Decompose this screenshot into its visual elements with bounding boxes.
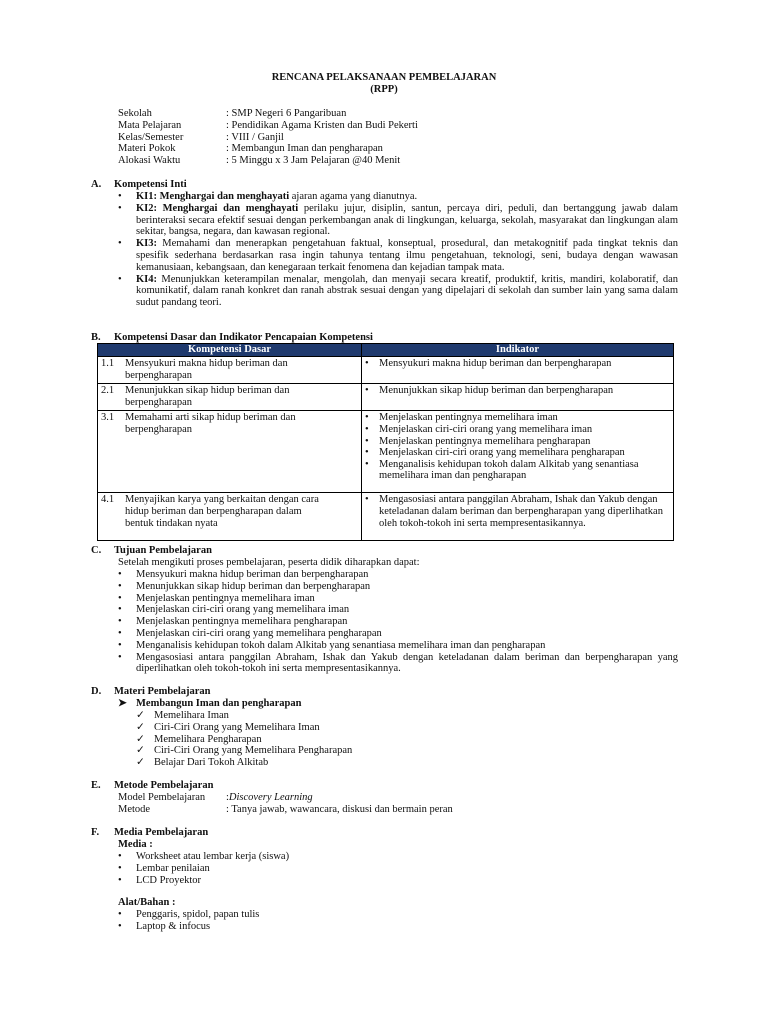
tujuan-intro: Setelah mengikuti proses pembelajaran, peserta didik diharapkan dapat: [118, 557, 420, 568]
info-label: Sekolah [118, 108, 152, 119]
section-title: Metode Pembelajaran [114, 780, 214, 791]
table-row: 1.1 Mensyukuri makna hidup beriman dan berpengharapan • Mensyukuri makna hidup beriman dan berpengharapan [98, 357, 674, 384]
list-item: • Penggaris, spidol, papan tulis [118, 909, 678, 921]
info-label: Kelas/Semester [118, 131, 184, 143]
alat-list [118, 909, 678, 933]
section-title: Tujuan Pembelajaran [114, 545, 212, 556]
arrow-right-icon: ➤ [118, 698, 127, 709]
list-item: • LCD Proyektor [118, 875, 678, 887]
info-value: : Membangun Iman dan pengharapan [226, 143, 383, 155]
list-item: • Menjelaskan ciri-ciri orang yang memelihara pengharapan [118, 628, 678, 640]
info-value: : 5 Minggu x 3 Jam Pelajaran @40 Menit [226, 155, 401, 167]
tujuan-list [118, 569, 678, 675]
section-f-heading [91, 827, 208, 839]
list-item: • Mensyukuri makna hidup beriman dan berpengharapan [118, 569, 678, 581]
list-item: • Menjelaskan pentingnya memelihara pengharapan [118, 616, 678, 628]
list-item: • Menganalisis kehidupan tokoh dalam Alkitab yang senantiasa memelihara iman dan pengharapan [118, 640, 678, 652]
list-item: ✓ Memelihara Pengharapan [136, 734, 656, 746]
section-letter: F. [91, 827, 100, 838]
materi-subheading: ➤ Membangun Iman dan pengharapan [118, 698, 302, 709]
table-row: 4.1 Menyajikan karya yang berkaitan dengan cara hidup beriman dan berpengharapan dalam bentuk tindakan nyata • Mengasosiasi antara panggilan Abraham, Ishak dan Yakub dengan keteladanan dalam beriman dan berpengharapan yang diperlihatkan oleh tokoh-tokoh ini serta mempresentasikannya. [98, 493, 674, 541]
section-letter: E. [91, 780, 101, 791]
section-c-heading [91, 545, 212, 557]
document-title: RENCANA PELAKSANAAN PEMBELAJARAN [271, 72, 497, 83]
info-value: : Pendidikan Agama Kristen dan Budi Pekerti [226, 119, 418, 131]
list-item: • Worksheet atau lembar kerja (siswa) [118, 851, 678, 863]
table-row: 3.1 Memahami arti sikap hidup beriman dan berpengharapan • Menjelaskan pentingnya memelihara iman • Menjelaskan ciri-ciri orang yang memelihara iman • Menjelaskan pentingnya memelihara pengharapan • Menjelaskan ciri-ciri orang yang memelihara pengharapan • Menganalisis kehidupan tokoh dalam Alkitab yang senantiasa memelihara iman dan pengharapan [98, 411, 674, 493]
section-letter: D. [91, 686, 102, 697]
list-item: ✓ Ciri-Ciri Orang yang Memelihara Pengharapan [136, 745, 656, 757]
table-row: 2.1 Menunjukkan sikap hidup beriman dan berpengharapan • Menunjukkan sikap hidup beriman dan berpengharapan [98, 384, 674, 411]
identity-block [118, 108, 418, 167]
info-label: Mata Pelajaran [118, 119, 182, 131]
document-subtitle: (RPP) [370, 84, 398, 95]
list-item: • Menjelaskan pentingnya memelihara iman [118, 593, 678, 605]
alat-heading: Alat/Bahan : [118, 897, 176, 908]
list-item: • KI1: Menghargai dan menghayati ajaran agama yang dianutnya. [118, 191, 678, 203]
info-label: Alokasi Waktu [118, 155, 181, 167]
section-d-heading [91, 686, 211, 698]
info-label: Materi Pokok [118, 143, 176, 155]
list-item: • Lembar penilaian [118, 863, 678, 875]
kompetensi-table [97, 343, 674, 541]
media-list [118, 851, 678, 886]
list-item: • Mengasosiasi antara panggilan Abraham, Ishak dan Yakub dengan keteladanan dalam beriman dan berpengharapan yang diperlihatkan oleh tokoh-tokoh ini serta mempresentasikannya. [118, 652, 678, 676]
section-letter: C. [91, 545, 102, 556]
list-item: ✓ Memelihara Iman [136, 710, 656, 722]
list-item: • KI2: Menghargai dan menghayati perilaku jujur, disiplin, santun, percaya diri, peduli, dan bertanggung jawab dalam berinteraksi secara efektif sesuai dengan perkembangan anak di lingkungan, keluarga, sekolah, masyarakat dan lingkungan alam sekitar, bangsa, negara, dan kawasan regional. [118, 203, 678, 238]
info-value: : VIII / Ganjil [226, 131, 284, 143]
section-title: Kompetensi Dasar dan Indikator Pencapaian Kompetensi [114, 332, 373, 343]
materi-list [136, 710, 656, 769]
table-header: Kompetensi Dasar [98, 344, 362, 357]
list-item: ✓ Belajar Dari Tokoh Alkitab [136, 757, 656, 769]
section-title: Kompetensi Inti [114, 179, 187, 190]
table-header: Indikator [362, 344, 674, 357]
section-title: Materi Pembelajaran [114, 686, 211, 697]
section-letter: A. [91, 179, 102, 190]
kompetensi-inti-list [118, 191, 678, 309]
list-item: • KI3: Memahami dan menerapkan pengetahuan faktual, konseptual, prosedural, dan metakognitif pada tingkat teknis dan spesifik sederhana berdasarkan rasa ingin tahunya tentang ilmu pengetahuan, teknologi, seni, budaya dengan wawasan kemanusiaan, kebangsaan, dan kenegaraan terkait fenomena dan kejadian tampak mata. [118, 238, 678, 273]
list-item: • Menunjukkan sikap hidup beriman dan berpengharapan [118, 581, 678, 593]
list-item: ✓ Ciri-Ciri Orang yang Memelihara Iman [136, 722, 656, 734]
section-title: Media Pembelajaran [114, 827, 209, 838]
info-value: : SMP Negeri 6 Pangaribuan [226, 108, 347, 119]
section-letter: B. [91, 332, 101, 343]
media-heading: Media : [118, 839, 153, 850]
list-item: • KI4: Menunjukkan keterampilan menalar, mengolah, dan menyaji secara kreatif, produktif, kritis, mandiri, kolaboratif, dan komunikatif, dalam ranah konkret dan ranah abstrak sesuai dengan yang dipelajari di sekolah dan sumber lain yang sama dalam sudut pandang teori. [118, 274, 678, 309]
section-a-heading [91, 179, 187, 191]
section-e-heading [91, 780, 213, 792]
list-item: • Laptop & infocus [118, 921, 678, 933]
list-item: • Menjelaskan ciri-ciri orang yang memelihara iman [118, 604, 678, 616]
metode-block: Model Pembelajaran : Discovery Learning Metode : Tanya jawab, wawancara, diskusi dan bermain peran [118, 792, 453, 815]
